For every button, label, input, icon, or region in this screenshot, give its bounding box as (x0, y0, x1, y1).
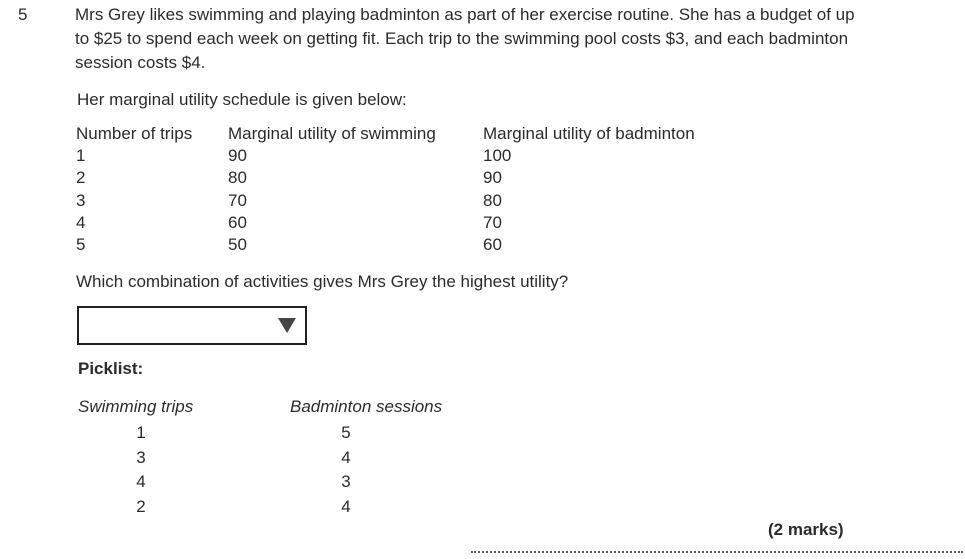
schedule-intro-text: Her marginal utility schedule is given below: (77, 90, 407, 109)
picklist-row (76, 470, 416, 495)
cell-trips: 4 (76, 212, 86, 232)
table-row (76, 190, 695, 212)
cell-mu-badminton: 70 (483, 212, 502, 232)
picklist-badminton-value: 4 (341, 496, 351, 516)
picklist-swimming-value: 1 (136, 423, 146, 442)
cell-mu-badminton: 100 (483, 146, 512, 166)
table-row (76, 234, 695, 256)
answer-dropdown[interactable] (77, 306, 307, 345)
picklist-badminton-value: 5 (341, 423, 351, 442)
picklist-badminton-value: 4 (341, 447, 351, 467)
question-intro (75, 3, 955, 75)
table-row (76, 145, 695, 167)
cell-mu-badminton: 60 (483, 235, 502, 255)
column-header: Marginal utility of badminton (483, 124, 695, 143)
column-header: Number of trips (76, 124, 193, 143)
picklist-column-swimming: Swimming trips (78, 397, 194, 416)
cell-mu-swimming: 70 (228, 190, 247, 210)
picklist-table (76, 421, 416, 519)
cell-trips: 3 (76, 190, 86, 210)
picklist-swimming-value: 4 (136, 472, 146, 492)
picklist-row (76, 421, 416, 446)
intro-line: Mrs Grey likes swimming and playing badminton as part of her exercise routine. She has a budget of up (75, 5, 855, 24)
intro-line: session costs $4. (75, 53, 206, 72)
intro-line: to $25 to spend each week on getting fit. Each trip to the swimming pool costs $3, and each badminton (75, 29, 849, 48)
picklist-swimming-value: 2 (136, 496, 146, 516)
marks-label: (2 marks) (768, 520, 844, 539)
cell-trips: 5 (76, 235, 86, 255)
cell-mu-swimming: 50 (228, 235, 247, 255)
picklist-row (76, 495, 416, 520)
utility-table-header (76, 123, 695, 145)
picklist-row (76, 446, 416, 471)
question-prompt: Which combination of activities gives Mrs Grey the highest utility? (76, 272, 569, 291)
cell-trips: 2 (76, 168, 86, 188)
picklist-column-badminton: Badminton sessions (290, 397, 443, 416)
table-row (76, 212, 695, 234)
cell-mu-swimming: 60 (228, 212, 247, 232)
cell-mu-swimming: 80 (228, 168, 247, 188)
dropdown-arrow-icon[interactable] (278, 318, 296, 333)
picklist-swimming-value: 3 (136, 447, 146, 467)
cell-mu-badminton: 90 (483, 168, 502, 188)
cell-mu-badminton: 80 (483, 190, 502, 210)
answer-dotted-line (471, 551, 963, 553)
table-row (76, 167, 695, 189)
picklist-headers (76, 395, 443, 419)
cell-mu-swimming: 90 (228, 146, 247, 166)
picklist-label: Picklist: (78, 359, 144, 378)
column-header: Marginal utility of swimming (228, 124, 436, 143)
picklist-badminton-value: 3 (341, 472, 351, 492)
utility-table (76, 123, 695, 256)
question-number: 5 (18, 5, 28, 24)
cell-trips: 1 (76, 146, 86, 166)
